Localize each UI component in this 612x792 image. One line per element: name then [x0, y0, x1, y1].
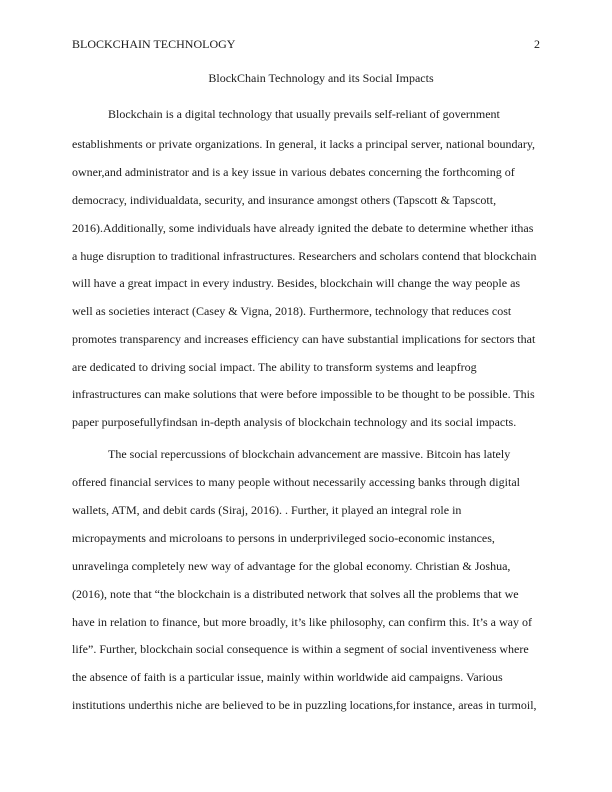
text-line: Blockchain is a digital technology that usually prevails self-reliant of government: [108, 107, 500, 121]
text-line: offered financial services to many people without necessarily accessing banks through digital: [72, 475, 520, 489]
text-line: (2016), note that “the blockchain is a distributed network that solves all the problems that we: [72, 587, 519, 601]
text-line: owner,and administrator and is a key issue in various debates concerning the forthcoming of: [72, 165, 515, 179]
text-line: micropayments and microloans to persons in underprivileged socio-economic instances,: [72, 531, 495, 545]
page-number: 2: [534, 37, 540, 51]
text-line: institutions underthis niche are believed to be in puzzling locations,for instance, areas in turmoil,: [72, 698, 537, 712]
text-line: unravelinga completely new way of advantage for the global economy. Christian & Joshua,: [72, 559, 511, 573]
text-line: infrastructures can make solutions that were before impossible to be thought to be possible. This: [72, 387, 535, 401]
text-line: well as societies interact (Casey & Vigna, 2018). Furthermore, technology that reduces cost: [72, 304, 512, 318]
text-line: are dedicated to driving social impact. The ability to transform systems and leapfrog: [72, 360, 477, 374]
text-line: establishments or private organizations. In general, it lacks a principal server, national boundary,: [72, 137, 536, 151]
running-title: BLOCKCHAIN TECHNOLOGY: [72, 37, 236, 51]
text-line: wallets, ATM, and debit cards (Siraj, 2016). . Further, it played an integral role in: [72, 503, 462, 517]
text-line: the absence of faith is a particular issue, mainly within worldwide aid campaigns. Various: [72, 670, 503, 684]
text-line: have in relation to finance, but more broadly, it’s like philosophy, can confirm this. It’s a way of: [72, 615, 532, 629]
text-line: a huge disruption to traditional infrastructures. Researchers and scholars contend that blockchain: [72, 249, 537, 263]
text-line: 2016).Additionally, some individuals have already ignited the debate to determine whether ithas: [72, 221, 534, 235]
text-line: paper purposefullyfindsan in-depth analysis of blockchain technology and its social impacts.: [72, 415, 517, 429]
document-title: BlockChain Technology and its Social Impacts: [208, 71, 434, 85]
text-line: will have a great impact in every industry. Besides, blockchain will change the way people as: [72, 276, 521, 290]
text-line: democracy, individualdata, security, and insurance amongst others (Tapscott & Tapscott,: [72, 193, 497, 207]
running-head: [72, 36, 540, 52]
text-line: The social repercussions of blockchain advancement are massive. Bitcoin has lately: [108, 447, 511, 461]
text-line: promotes transparency and increases efficiency can have substantial implications for sectors that: [72, 332, 536, 346]
text-line: life”. Further, blockchain social consequence is within a segment of social inventiveness where: [72, 642, 529, 656]
